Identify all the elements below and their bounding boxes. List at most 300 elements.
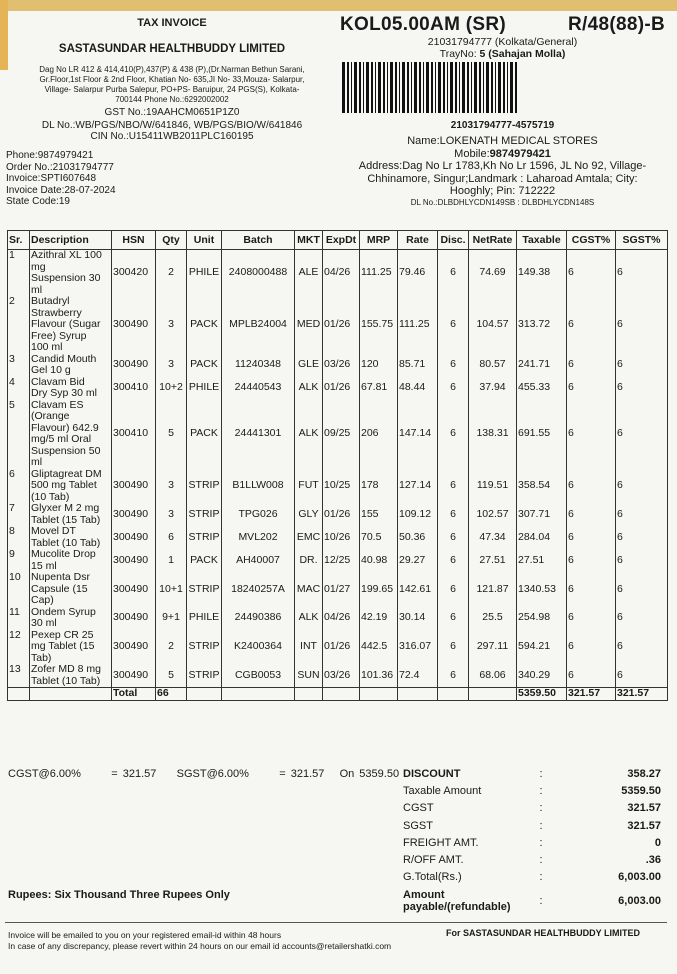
route-code (340, 14, 665, 36)
disc-cell: 6 (438, 630, 469, 665)
barcode-bar (479, 62, 481, 113)
summary-label: DISCOUNT (403, 767, 461, 780)
barcode-bar (419, 62, 421, 113)
taxable-cell: 594.21 (517, 630, 567, 665)
barcode-bar (342, 62, 345, 113)
exp-cell: 01/27 (323, 572, 360, 607)
description-line: Pexep CR 25 (31, 628, 94, 641)
taxable-cell: 27.51 (517, 549, 567, 572)
exp-cell: 01/26 (323, 377, 360, 400)
summary-label: R/OFF AMT. (403, 854, 464, 867)
barcode-bar (407, 62, 409, 113)
barcode-bar (411, 62, 412, 113)
serial-cell: 8 (8, 526, 30, 549)
cgst-cell: 6 (567, 526, 616, 549)
batch-cell: MPLB24004 (222, 296, 295, 354)
exp-cell: 12/25 (323, 549, 360, 572)
disc-cell: 6 (438, 469, 469, 504)
table-row (8, 503, 668, 526)
description-line: Butadryl (31, 295, 70, 307)
qty-cell: 3 (156, 503, 187, 526)
description-line: mg (31, 260, 46, 273)
mkt-cell: ALK (295, 607, 323, 630)
serial-cell: 7 (8, 503, 30, 526)
disc-cell: 6 (438, 607, 469, 630)
table-row (8, 469, 668, 504)
summary-label: CGST (403, 802, 434, 815)
hsn-cell: 300490 (112, 607, 156, 630)
description-line: Nupenta Dsr (31, 571, 90, 583)
taxable-cell: 254.98 (517, 607, 567, 630)
total-sgst: 321.57 (616, 688, 668, 701)
unit-cell: PHILE (187, 250, 222, 297)
taxable-cell: 358.54 (517, 469, 567, 504)
qty-cell: 9+1 (156, 607, 187, 630)
footer-notes (8, 930, 391, 952)
barcode-bar (471, 62, 472, 113)
barcode-bar (366, 62, 369, 113)
dl-number: DL No.:WB/PGS/NBO/W/641846, WB/PGS/BIO/W/641846 (41, 120, 303, 131)
hsn-cell: 300490 (112, 572, 156, 607)
barcode-bar (450, 62, 453, 113)
summary-colon: : (539, 895, 543, 908)
exp-cell: 10/26 (323, 526, 360, 549)
barcode-bar (462, 62, 465, 113)
description-line: (Orange (31, 410, 70, 422)
description-line: mg/5 ml Oral (31, 433, 92, 445)
summary-label: FREIGHT AMT. (403, 836, 479, 849)
tray-label: TrayNo: (439, 48, 480, 60)
description-cell (30, 503, 112, 526)
net-cell: 25.5 (469, 607, 517, 630)
rate-cell: 29.27 (398, 549, 438, 572)
summary-value: 0 (654, 836, 661, 849)
cgst-cell: 6 (567, 296, 616, 354)
company-address (6, 65, 338, 105)
description-line: Tab) (31, 651, 52, 664)
barcode-bar (474, 62, 477, 113)
description-line: (10 Tab) (31, 490, 70, 503)
description-line: 100 ml (31, 341, 63, 353)
table-row (8, 630, 668, 665)
barcode-bar (375, 62, 376, 113)
description-cell (30, 296, 112, 354)
exp-cell: 03/26 (323, 664, 360, 688)
summary-value: 6,003.00 (618, 871, 661, 884)
sgst-cell: 6 (616, 607, 668, 630)
barcode-bar (467, 62, 469, 113)
total-blank-cell (187, 688, 222, 701)
mrp-cell: 101.36 (360, 664, 398, 688)
serial-cell: 12 (8, 630, 30, 665)
mkt-cell: MED (295, 296, 323, 354)
summary-colon: : (539, 836, 543, 849)
summary-row (403, 834, 661, 851)
total-blank-cell (469, 688, 517, 701)
hsn-cell: 300490 (112, 503, 156, 526)
table-row (8, 400, 668, 469)
exp-cell: 03/26 (323, 354, 360, 377)
totals-summary (403, 765, 661, 916)
summary-value: .36 (645, 854, 661, 867)
hsn-cell: 300490 (112, 526, 156, 549)
barcode-bar (371, 62, 373, 113)
rate-cell: 147.14 (398, 400, 438, 469)
taxable-cell: 149.38 (517, 250, 567, 297)
barcode-bar (423, 62, 424, 113)
barcode-bar (395, 62, 397, 113)
description-cell (30, 549, 112, 572)
gst-number: GST No.:19AAHCM0651P1Z0 (104, 107, 240, 118)
mobile-value: 9874979421 (489, 147, 551, 160)
barcode-bar (507, 62, 508, 113)
net-cell: 37.94 (469, 377, 517, 400)
taxable-cell: 307.71 (517, 503, 567, 526)
sgst-rate: SGST@6.00% (176, 768, 249, 780)
barcode-bar (387, 62, 388, 113)
mkt-cell: MAC (295, 572, 323, 607)
description-cell (30, 400, 112, 469)
batch-cell: 2408000488 (222, 250, 295, 297)
cgst-cell: 6 (567, 607, 616, 630)
qty-cell: 5 (156, 400, 187, 469)
address-line: 700144 Phone No.:6292002002 (115, 95, 229, 104)
invoice-title: TAX INVOICE (137, 17, 207, 29)
exp-cell: 04/26 (323, 607, 360, 630)
serial-cell: 13 (8, 664, 30, 688)
table-row (8, 549, 668, 572)
description-line: Tablet (10 Tab) (31, 674, 101, 687)
taxable-cell: 1340.53 (517, 572, 567, 607)
description-line: Cap) (31, 594, 54, 606)
mobile-label: Mobile: (454, 147, 490, 160)
mkt-cell: EMC (295, 526, 323, 549)
cgst-cell: 6 (567, 503, 616, 526)
sgst-amount: = 321.57 (279, 768, 325, 780)
batch-cell: B1LLW008 (222, 469, 295, 504)
table-header-row (8, 231, 668, 250)
unit-cell: STRIP (187, 630, 222, 665)
net-cell: 104.57 (469, 296, 517, 354)
barcode-bar (378, 62, 381, 113)
taxable-cell: 455.33 (517, 377, 567, 400)
hsn-cell: 300490 (112, 354, 156, 377)
exp-cell: 04/26 (323, 250, 360, 297)
taxable-cell: 340.29 (517, 664, 567, 688)
order-location: 21031794777 (Kolkata/General) (427, 36, 578, 48)
description-cell (30, 526, 112, 549)
barcode-bar (347, 62, 349, 113)
mrp-cell: 67.81 (360, 377, 398, 400)
taxable-base: On 5359.50 (339, 768, 400, 780)
rate-cell: 79.46 (398, 250, 438, 297)
mrp-cell: 199.65 (360, 572, 398, 607)
exp-cell: 10/25 (323, 469, 360, 504)
hsn-cell: 300420 (112, 250, 156, 297)
description-line: Dry Syp 30 ml (31, 387, 97, 399)
description-cell (30, 572, 112, 607)
unit-cell: STRIP (187, 526, 222, 549)
table-row (8, 296, 668, 354)
company-name: SASTASUNDAR HEALTHBUDDY LIMITED (58, 43, 286, 55)
invoice-date: Invoice Date:28-07-2024 (6, 184, 116, 196)
total-blank-cell (360, 688, 398, 701)
amount-label-line: payable/(refundable) (403, 901, 511, 914)
customer-address-line: Hooghly; Pin: 712222 (449, 185, 556, 197)
order-number: Order No.:21031794777 (6, 161, 114, 173)
summary-label: SGST (403, 819, 433, 832)
unit-cell: PACK (187, 354, 222, 377)
total-blank-cell (30, 688, 112, 701)
mkt-cell: GLE (295, 354, 323, 377)
disc-cell: 6 (438, 377, 469, 400)
description-line: mg Tablet (15 (31, 640, 95, 652)
total-cgst: 321.57 (567, 688, 616, 701)
qty-cell: 2 (156, 250, 187, 297)
description-line: Suspension 30 (31, 272, 101, 284)
sgst-cell: 6 (616, 469, 668, 504)
description-line: Candid Mouth (31, 352, 97, 365)
batch-cell: 11240348 (222, 354, 295, 377)
mkt-cell: ALE (295, 250, 323, 297)
mrp-cell: 155.75 (360, 296, 398, 354)
mrp-cell: 442.5 (360, 630, 398, 665)
customer-address-line: Address:Dag No Lr 1783,Kh No Lr 1596, JL No 92, Village- (358, 160, 647, 172)
rate-cell: 142.61 (398, 572, 438, 607)
description-cell (30, 250, 112, 297)
description-line: Gliptagreat DM (31, 467, 102, 480)
mrp-cell: 178 (360, 469, 398, 504)
cgst-cell: 6 (567, 377, 616, 400)
mrp-cell: 42.19 (360, 607, 398, 630)
exp-cell: 01/26 (323, 630, 360, 665)
batch-cell: 18240257A (222, 572, 295, 607)
barcode-bar (399, 62, 400, 113)
qty-cell: 1 (156, 549, 187, 572)
qty-cell: 2 (156, 630, 187, 665)
description-line: 15 ml (31, 559, 57, 572)
description-line: Azithral XL 100 (31, 249, 102, 261)
exp-cell: 01/26 (323, 296, 360, 354)
taxable-cell: 691.55 (517, 400, 567, 469)
barcode-bar (359, 62, 361, 113)
cgst-cell: 6 (567, 630, 616, 665)
column-header: HSN (112, 231, 156, 250)
unit-cell: PACK (187, 400, 222, 469)
sgst-cell: 6 (616, 296, 668, 354)
cgst-cell: 6 (567, 549, 616, 572)
rate-cell: 48.44 (398, 377, 438, 400)
table-row (8, 607, 668, 630)
amount-in-words: Rupees: Six Thousand Three Rupees Only (8, 889, 230, 901)
serial-cell: 11 (8, 607, 30, 630)
net-cell: 68.06 (469, 664, 517, 688)
qty-cell: 6 (156, 526, 187, 549)
cgst-cell: 6 (567, 400, 616, 469)
amount-label-line: Amount (403, 889, 445, 902)
disc-cell: 6 (438, 400, 469, 469)
column-header: Sr. (8, 231, 30, 250)
footer-line: In case of any discrepancy, please revert within 24 hours on our email id accounts@retailershatki.com (8, 941, 392, 951)
table-row (8, 526, 668, 549)
qty-cell: 3 (156, 354, 187, 377)
for-company-signature: For SASTASUNDAR HEALTHBUDDY LIMITED (446, 928, 640, 938)
cgst-cell: 6 (567, 354, 616, 377)
rate-cell: 50.36 (398, 526, 438, 549)
customer-mobile (340, 148, 665, 161)
address-line: Village- Salarpur Purba Salepur, PO+PS- Baruipur, 24 PGS(S), Kolkata- (44, 85, 300, 94)
net-cell: 47.34 (469, 526, 517, 549)
mkt-cell: INT (295, 630, 323, 665)
summary-label: G.Total(Rs.) (403, 871, 462, 884)
net-cell: 119.51 (469, 469, 517, 504)
hsn-cell: 300410 (112, 377, 156, 400)
batch-cell: 24441301 (222, 400, 295, 469)
address-line: Gr.Floor,1st Floor & 2nd Floor, Khatian No- 635,JI No- 33,Mouza- Salarpur, (39, 75, 305, 84)
total-label: Total (112, 688, 156, 701)
taxable-cell: 241.71 (517, 354, 567, 377)
batch-cell: TPG026 (222, 503, 295, 526)
description-line: Capsule (15 (31, 582, 88, 595)
mrp-cell: 111.25 (360, 250, 398, 297)
batch-cell: CGB0053 (222, 664, 295, 688)
barcode-bar (426, 62, 429, 113)
invoice-info (6, 150, 338, 208)
qty-cell: 10+1 (156, 572, 187, 607)
exp-cell: 09/25 (323, 400, 360, 469)
description-line: Flavour) 642.9 (31, 421, 99, 434)
qty-cell: 5 (156, 664, 187, 688)
total-blank-cell (222, 688, 295, 701)
cgst-cell: 6 (567, 469, 616, 504)
summary-row (403, 800, 661, 817)
barcode-bar (510, 62, 513, 113)
summary-value: 5359.50 (621, 784, 661, 797)
summary-value: 321.57 (627, 802, 661, 815)
footer-line: Invoice will be emailed to you on your registered email-id within 48 hours (8, 930, 282, 940)
rate-cell: 30.14 (398, 607, 438, 630)
description-line: Clavam ES (31, 398, 84, 411)
tray-number (340, 48, 665, 60)
table-row (8, 572, 668, 607)
exp-cell: 01/26 (323, 503, 360, 526)
sgst-cell: 6 (616, 664, 668, 688)
summary-value: 358.27 (627, 767, 661, 780)
description-line: Movel DT (31, 525, 76, 537)
serial-cell: 10 (8, 572, 30, 607)
unit-cell: STRIP (187, 469, 222, 504)
total-blank-cell (398, 688, 438, 701)
footer-divider (5, 922, 667, 923)
hsn-cell: 300490 (112, 549, 156, 572)
company-header (6, 14, 338, 208)
column-header: Taxable (517, 231, 567, 250)
unit-cell: PACK (187, 549, 222, 572)
mrp-cell: 40.98 (360, 549, 398, 572)
mkt-cell: SUN (295, 664, 323, 688)
mrp-cell: 155 (360, 503, 398, 526)
rate-cell: 109.12 (398, 503, 438, 526)
total-qty: 66 (156, 688, 187, 701)
description-line: ml (31, 283, 43, 296)
description-line: 30 ml (31, 617, 57, 629)
sgst-cell: 6 (616, 250, 668, 297)
table-row (8, 354, 668, 377)
table-row (8, 664, 668, 688)
serial-cell: 3 (8, 354, 30, 377)
total-taxable: 5359.50 (517, 688, 567, 701)
amount-payable-label (403, 889, 531, 913)
barcode-bar (390, 62, 393, 113)
description-cell (30, 469, 112, 504)
description-line: Zofer MD 8 mg (31, 663, 102, 675)
unit-cell: STRIP (187, 503, 222, 526)
summary-row (403, 869, 661, 886)
amount-payable-row (403, 886, 661, 916)
disc-cell: 6 (438, 526, 469, 549)
sgst-cell: 6 (616, 572, 668, 607)
barcode-bar (483, 62, 484, 113)
unit-cell: PACK (187, 296, 222, 354)
mkt-cell: ALK (295, 400, 323, 469)
barcode-bar (459, 62, 460, 113)
column-header: Description (30, 231, 112, 250)
column-header: Disc. (438, 231, 469, 250)
disc-cell: 6 (438, 296, 469, 354)
column-header: ExpDt (323, 231, 360, 250)
barcode-bar (455, 62, 457, 113)
disc-cell: 6 (438, 572, 469, 607)
disc-cell: 6 (438, 503, 469, 526)
net-cell: 138.31 (469, 400, 517, 469)
hsn-cell: 300490 (112, 664, 156, 688)
mrp-cell: 70.5 (360, 526, 398, 549)
rate-cell: 72.4 (398, 664, 438, 688)
summary-row (403, 782, 661, 799)
description-line: Mucolite Drop (31, 548, 96, 560)
customer-address-line: Chhinamore, Singur;Landmark : Laharoad Amtala; City: (367, 172, 638, 185)
route-code-right: R/48(88)-B (568, 14, 665, 35)
description-cell (30, 664, 112, 688)
description-line: Gel 10 g (31, 364, 71, 376)
description-cell (30, 607, 112, 630)
qty-cell: 3 (156, 469, 187, 504)
summary-colon: : (539, 784, 543, 797)
serial-cell: 9 (8, 549, 30, 572)
barcode-bar (402, 62, 405, 113)
summary-row (403, 817, 661, 834)
sgst-cell: 6 (616, 400, 668, 469)
cgst-cell: 6 (567, 250, 616, 297)
address-line: Dag No LR 412 & 414,410(P),437(P) & 438 (P),(Dr.Narman Bethun Sarani, (39, 65, 305, 74)
summary-colon: : (539, 819, 543, 832)
barcode-number: 21031794777-4575719 (450, 120, 555, 131)
column-header: SGST% (616, 231, 668, 250)
unit-cell: STRIP (187, 664, 222, 688)
barcode-bar (491, 62, 493, 113)
net-cell: 297.11 (469, 630, 517, 665)
barcode-bar (443, 62, 445, 113)
serial-cell: 1 (8, 250, 30, 297)
state-code: State Code:19 (6, 196, 70, 207)
barcode-bar (383, 62, 385, 113)
summary-row (403, 765, 661, 782)
mkt-cell: FUT (295, 469, 323, 504)
description-line: 500 mg Tablet (31, 479, 97, 491)
batch-cell: K2400364 (222, 630, 295, 665)
batch-cell: AH40007 (222, 549, 295, 572)
total-row (8, 688, 668, 701)
